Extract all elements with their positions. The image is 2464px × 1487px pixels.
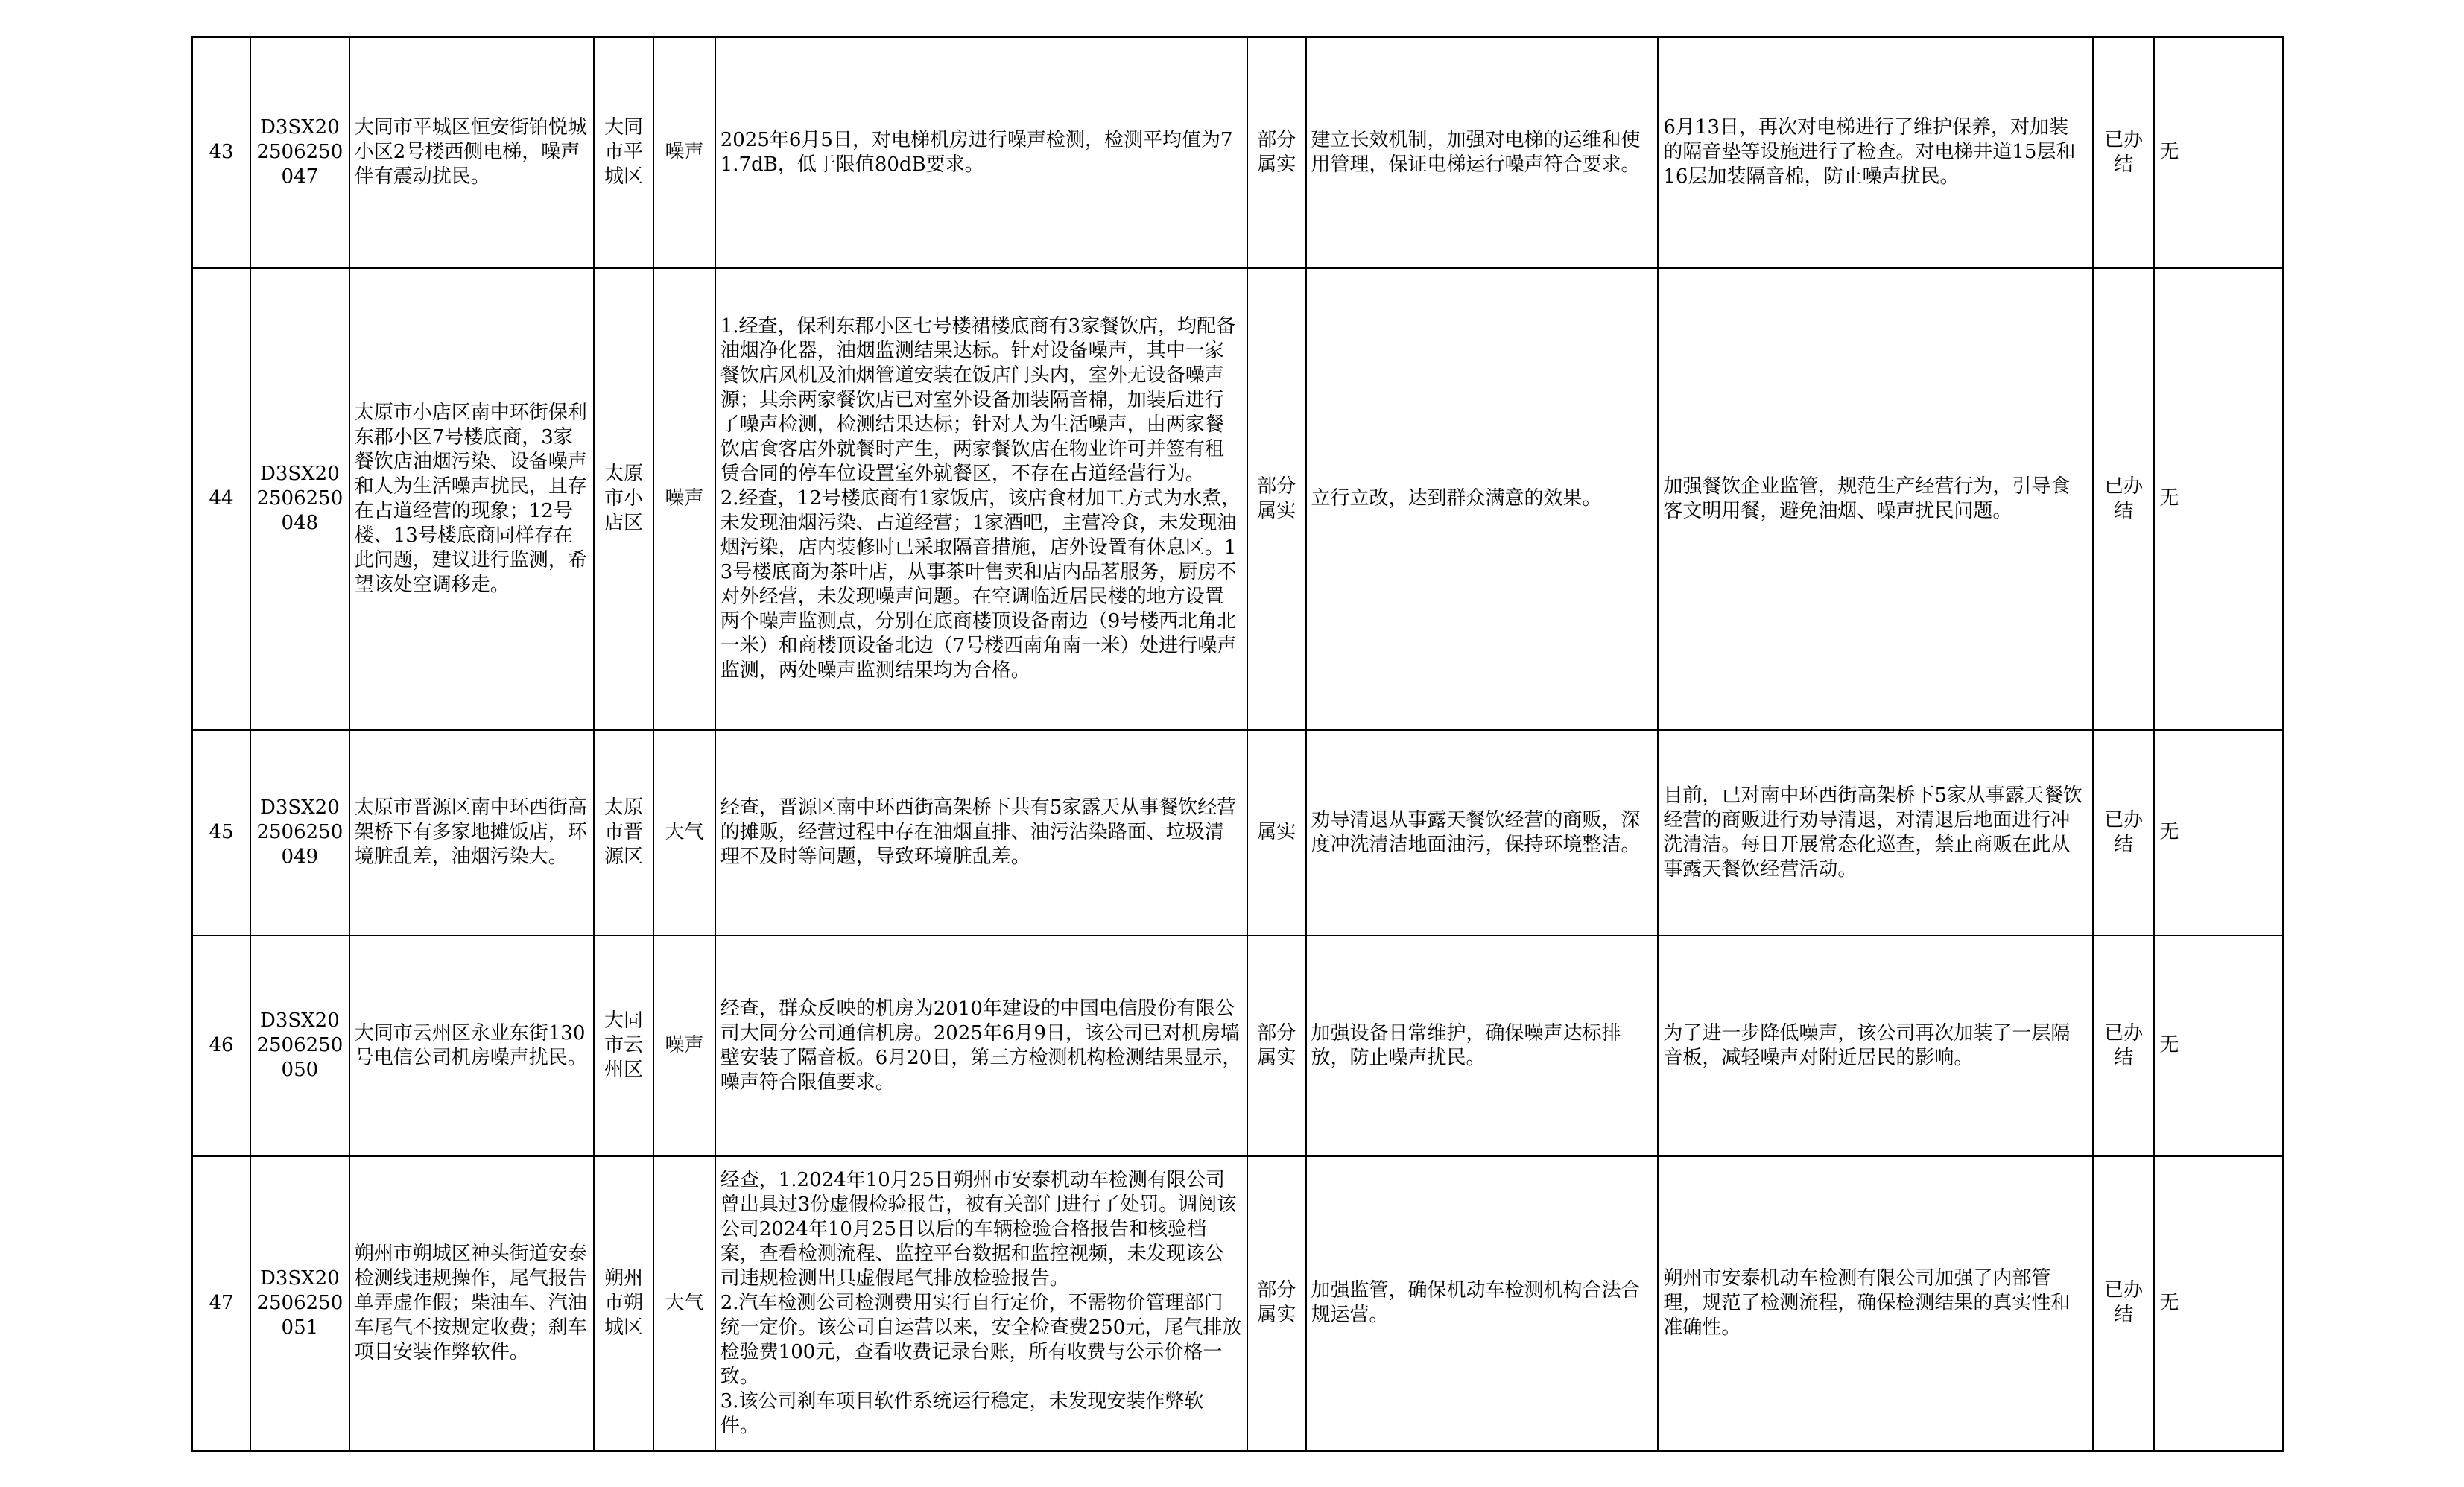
cell-investigation-findings [715, 730, 1247, 936]
cell-case-code: D3SX202506250050 [250, 936, 349, 1156]
cell-rectification-measures: 建立长效机制，加强对电梯的运维和使用管理，保证电梯运行噪声符合要求。 [1306, 37, 1659, 268]
cell-pollution-type: 大气 [653, 730, 715, 936]
table-body [192, 37, 2284, 1451]
cell-complaint-content: 朔州市朔城区神头街道安泰检测线违规操作，尾气报告单弄虚作假；柴油车、汽油车尾气不按规定收费；刹车项目安装作弊软件。 [349, 1156, 594, 1451]
cell-rectification-progress: 6月13日，再次对电梯进行了维护保养，对加装的隔音垫等设施进行了检查。对电梯井道15层和16层加装隔音棉，防止噪声扰民。 [1658, 37, 2093, 268]
cell-accountability: 无 [2154, 936, 2283, 1156]
cell-status: 已办结 [2093, 268, 2154, 730]
cell-case-code: D3SX202506250051 [250, 1156, 349, 1451]
findings-text [720, 796, 1242, 869]
cell-status: 已办结 [2093, 37, 2154, 268]
findings-paragraph: 2.经查，12号楼底商有1家饭店，该店食材加工方式为水煮，未发现油烟污染、占道经营；1家酒吧，主营冷食，未发现油烟污染，店内装修时已采取隔音措施，店外设置有休息区。13号楼底商为茶叶店，从事茶叶售卖和店内品茗服务，厨房不对外经营，未发现噪声问题。在空调临近居民楼的地方设置两个噪声监测点，分别在底商楼顶设备南边（9号楼西北角北一米）和商楼顶设备北边（7号楼西南角南一米）处进行噪声监测，两处噪声监测结果均为合格。 [720, 487, 1241, 682]
findings-paragraph: 2025年6月5日，对电梯机房进行噪声检测，检测平均值为71.7dB，低于限值80dB要求。 [720, 128, 1233, 176]
cell-pollution-type: 噪声 [653, 37, 715, 268]
cell-district: 大同市平城区 [594, 37, 653, 268]
cell-investigation-findings [715, 268, 1247, 730]
cell-accountability: 无 [2154, 37, 2283, 268]
cell-district: 大同市云州区 [594, 936, 653, 1156]
findings-text [720, 314, 1242, 683]
cell-verdict: 属实 [1247, 730, 1305, 936]
cell-verdict: 部分属实 [1247, 936, 1305, 1156]
table-row [192, 936, 2284, 1156]
cell-case-code: D3SX202506250048 [250, 268, 349, 730]
cell-rectification-measures: 加强监管，确保机动车检测机构合法合规运营。 [1306, 1156, 1659, 1451]
cell-rectification-measures: 立行立改，达到群众满意的效果。 [1306, 268, 1659, 730]
cell-serial-number: 46 [192, 936, 250, 1156]
table-row [192, 730, 2284, 936]
cell-complaint-content: 太原市小店区南中环街保利东郡小区7号楼底商，3家餐饮店油烟污染、设备噪声和人为生活噪声扰民，且存在占道经营的现象；12号楼、13号楼底商同样存在此问题，建议进行监测，希望该处空调移走。 [349, 268, 594, 730]
findings-paragraph: 1.经查，保利东郡小区七号楼裙楼底商有3家餐饮店，均配备油烟净化器，油烟监测结果达标。针对设备噪声，其中一家餐饮店风机及油烟管道安装在饭店门头内，室外无设备噪声源；其余两家餐饮店已对室外设备加装隔音棉，加装后进行了噪声检测，检测结果达标；针对人为生活噪声，由两家餐饮店食客店外就餐时产生，两家餐饮店在物业许可并签有租赁合同的停车位设置室外就餐区，不存在占道经营行为。 [720, 315, 1236, 485]
cell-verdict: 部分属实 [1247, 1156, 1305, 1451]
cell-status: 已办结 [2093, 936, 2154, 1156]
findings-paragraph: 2.汽车检测公司检测费用实行自行定价，不需物价管理部门统一定价。该公司自运营以来，安全检查费250元，尾气排放检验费100元，查看收费记录台账，所有收费与公示价格一致。 [720, 1291, 1242, 1388]
cell-investigation-findings [715, 37, 1247, 268]
cell-investigation-findings [715, 936, 1247, 1156]
complaint-table [191, 36, 2284, 1452]
cell-serial-number: 47 [192, 1156, 250, 1451]
cell-rectification-progress: 朔州市安泰机动车检测有限公司加强了内部管理，规范了检测流程，确保检测结果的真实性和准确性。 [1658, 1156, 2093, 1451]
cell-status: 已办结 [2093, 730, 2154, 936]
cell-pollution-type: 大气 [653, 1156, 715, 1451]
cell-serial-number: 44 [192, 268, 250, 730]
findings-paragraph: 3.该公司刹车项目软件系统运行稳定，未发现安装作弊软件。 [720, 1389, 1204, 1437]
cell-district: 朔州市朔城区 [594, 1156, 653, 1451]
cell-accountability: 无 [2154, 730, 2283, 936]
cell-district: 太原市小店区 [594, 268, 653, 730]
cell-district: 太原市晋源区 [594, 730, 653, 936]
table-row [192, 268, 2284, 730]
findings-paragraph: 经查，1.2024年10月25日朔州市安泰机动车检测有限公司曾出具过3份虚假检验报告，被有关部门进行了处罚。调阅该公司2024年10月25日以后的车辆检验合格报告和核验档案，查看检测流程、监控平台数据和监控视频，未发现该公司违规检测出具虚假尾气排放检验报告。 [720, 1168, 1237, 1290]
report-sheet [191, 36, 2284, 1450]
cell-complaint-content: 太原市晋源区南中环西街高架桥下有多家地摊饭店，环境脏乱差，油烟污染大。 [349, 730, 594, 936]
cell-serial-number: 45 [192, 730, 250, 936]
cell-verdict: 部分属实 [1247, 37, 1305, 268]
findings-text [720, 997, 1242, 1095]
table-row [192, 1156, 2284, 1451]
findings-paragraph: 经查，晋源区南中环西街高架桥下共有5家露天从事餐饮经营的摊贩，经营过程中存在油烟直排、油污沾染路面、垃圾清理不及时等问题，导致环境脏乱差。 [720, 796, 1237, 868]
cell-rectification-progress: 目前，已对南中环西街高架桥下5家从事露天餐饮经营的商贩进行劝导清退，对清退后地面进行冲洗清洁。每日开展常态化巡查，禁止商贩在此从事露天餐饮经营活动。 [1658, 730, 2093, 936]
cell-verdict: 部分属实 [1247, 268, 1305, 730]
cell-case-code: D3SX202506250049 [250, 730, 349, 936]
cell-rectification-measures: 劝导清退从事露天餐饮经营的商贩，深度冲洗清洁地面油污，保持环境整洁。 [1306, 730, 1659, 936]
cell-complaint-content: 大同市平城区恒安街铂悦城小区2号楼西侧电梯，噪声伴有震动扰民。 [349, 37, 594, 268]
cell-accountability: 无 [2154, 1156, 2283, 1451]
cell-case-code: D3SX202506250047 [250, 37, 349, 268]
cell-pollution-type: 噪声 [653, 936, 715, 1156]
cell-serial-number: 43 [192, 37, 250, 268]
cell-pollution-type: 噪声 [653, 268, 715, 730]
table-row [192, 37, 2284, 268]
cell-status: 已办结 [2093, 1156, 2154, 1451]
cell-accountability: 无 [2154, 268, 2283, 730]
cell-rectification-progress: 为了进一步降低噪声，该公司再次加装了一层隔音板，减轻噪声对附近居民的影响。 [1658, 936, 2093, 1156]
findings-text [720, 1168, 1242, 1439]
cell-rectification-measures: 加强设备日常维护，确保噪声达标排放，防止噪声扰民。 [1306, 936, 1659, 1156]
cell-investigation-findings [715, 1156, 1247, 1451]
findings-paragraph: 经查，群众反映的机房为2010年建设的中国电信股份有限公司大同分公司通信机房。2025年6月9日，该公司已对机房墙壁安装了隔音板。6月20日，第三方检测机构检测结果显示，噪声符合限值要求。 [720, 997, 1242, 1094]
cell-complaint-content: 大同市云州区永业东街130号电信公司机房噪声扰民。 [349, 936, 594, 1156]
cell-rectification-progress: 加强餐饮企业监管，规范生产经营行为，引导食客文明用餐，避免油烟、噪声扰民问题。 [1658, 268, 2093, 730]
findings-text [720, 128, 1242, 177]
